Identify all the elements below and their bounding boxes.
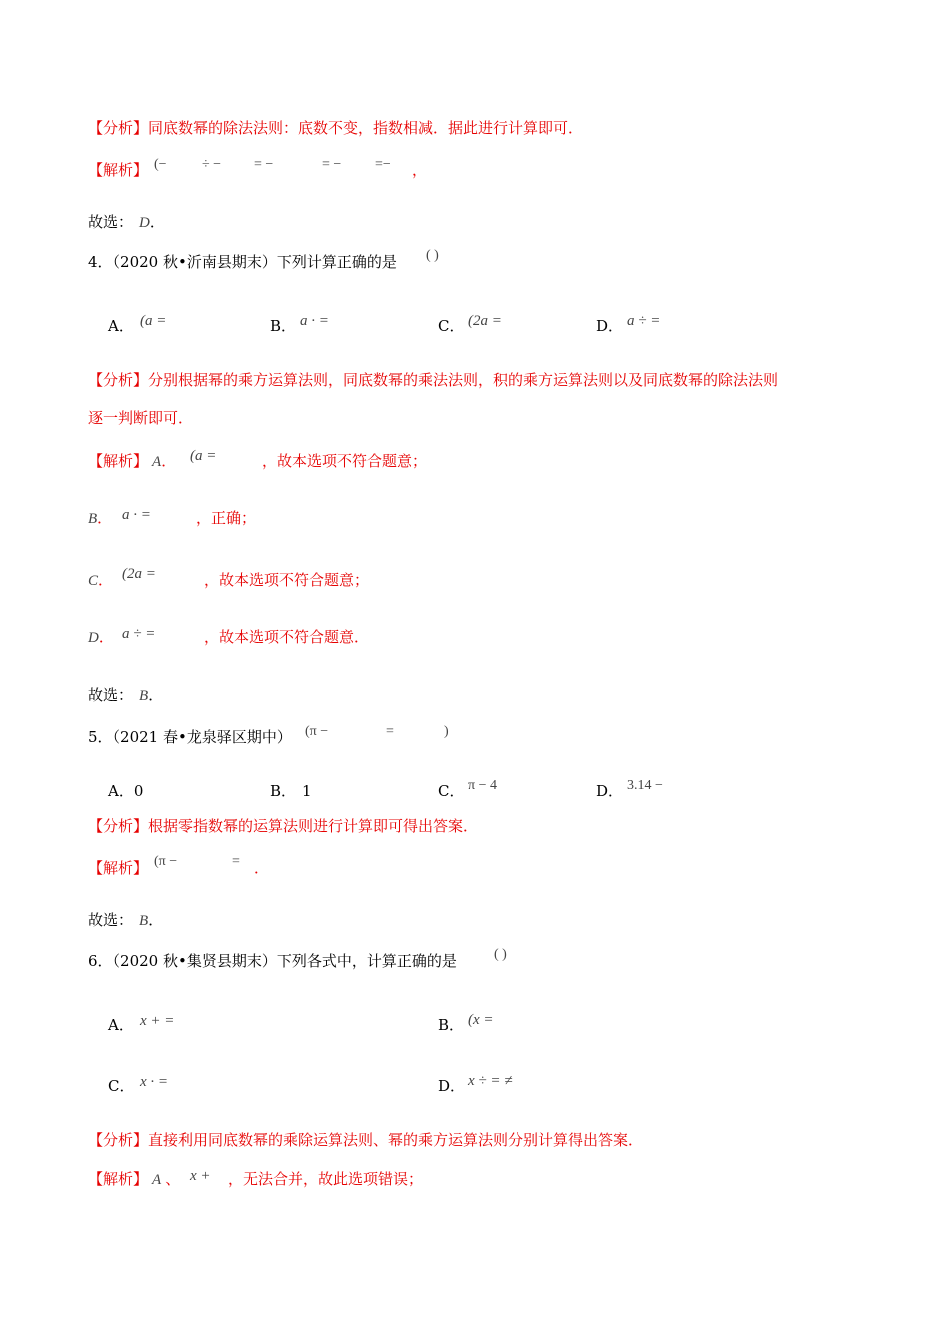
q3-solution-expr-3: = −: [254, 157, 274, 172]
q3-answer: [88, 212, 165, 233]
q4-option-c[interactable]: [438, 316, 464, 336]
q3-answer-period: ．: [149, 213, 165, 231]
q5-paren-close: ): [444, 724, 449, 739]
q3-solution-expr-2: ÷ −: [202, 157, 222, 172]
q4-analysis-line2: 逐一判断即可．: [88, 409, 194, 427]
q3-solution: [88, 160, 148, 180]
q6-stem: [88, 951, 457, 971]
q6-sol-a-text: ，无法合并，故此选项错误；: [228, 1170, 424, 1188]
q4-sol-a-dot: ．: [161, 452, 177, 470]
q5-solution: [88, 858, 148, 878]
q4-sol-a-expr: (a =: [190, 448, 217, 464]
q4-sol-c-letter: C: [88, 573, 99, 589]
q4-paren: ( ): [426, 248, 439, 263]
q4-option-a-label: A．: [108, 317, 134, 335]
q6-paren: ( ): [494, 947, 507, 962]
q5-option-a-label: A．: [108, 782, 134, 800]
q5-option-b-label: B．: [270, 782, 297, 800]
q4-option-b-expr: a · =: [300, 313, 329, 329]
q4-option-d[interactable]: [596, 316, 623, 336]
q6-option-b-expr: (x =: [468, 1012, 494, 1028]
q4-option-c-label: C．: [438, 317, 465, 335]
q5-option-c[interactable]: [438, 781, 464, 801]
q6-sol-a-letter: A: [152, 1172, 162, 1188]
q4-answer-label: 故选：: [88, 686, 134, 704]
q4-analysis-tag: 【分析】: [88, 371, 149, 389]
q5-option-b[interactable]: [270, 781, 312, 801]
q5-solution-tag: 【解析】: [88, 859, 149, 877]
q5-solution-period: ．: [254, 859, 270, 877]
q6-solution: [88, 1169, 180, 1190]
q6-stem-text: 下列各式中，计算正确的是: [276, 952, 457, 970]
q3-analysis: [88, 118, 583, 138]
q4-sol-b-text: ，正确；: [196, 509, 257, 527]
q3-analysis-text: 同底数幂的除法法则：底数不变，指数相减．据此进行计算即可．: [148, 119, 584, 137]
q5-option-c-label: C．: [438, 782, 465, 800]
q4-solution-c: [88, 570, 113, 591]
q4-solution-b: [88, 508, 112, 529]
q5-analysis-tag: 【分析】: [88, 817, 149, 835]
q4-stem: [88, 252, 397, 272]
q5-option-d-value: 3.14 −: [627, 778, 663, 793]
q4-answer: [88, 685, 163, 706]
q4-sol-d-dot: ．: [98, 628, 114, 646]
q4-sol-a-letter: A: [152, 454, 162, 470]
q4-sol-c-expr: (2a =: [122, 566, 156, 582]
q4-option-a[interactable]: [108, 316, 134, 336]
q6-analysis-text: 直接利用同底数幂的乘除运算法则、幂的乘方运算法则分别计算得出答案．: [148, 1131, 644, 1149]
q6-option-c-label: C．: [108, 1077, 135, 1095]
q4-option-b[interactable]: [270, 316, 296, 336]
q5-analysis-text: 根据零指数幂的运算法则进行计算即可得出答案．: [148, 817, 479, 835]
q6-option-b-label: B．: [438, 1016, 465, 1034]
q4-sol-a-text: ，故本选项不符合题意；: [262, 452, 428, 470]
q6-option-a[interactable]: [108, 1015, 134, 1035]
q5-answer-period: ．: [148, 911, 164, 929]
q4-sol-d-letter: D: [88, 630, 99, 646]
q5-number: 5．: [88, 728, 113, 746]
q3-solution-expr-1: (−: [154, 157, 167, 172]
q6-source: （2020 秋•集贤县期末）: [112, 952, 277, 970]
q4-source: （2020 秋•沂南县期末）: [112, 253, 277, 271]
q4-sol-c-dot: ．: [98, 571, 114, 589]
q6-sol-a-expr: x +: [190, 1168, 211, 1184]
q5-option-d[interactable]: [596, 781, 623, 801]
q6-option-d-label: D．: [438, 1077, 466, 1095]
q6-analysis: [88, 1130, 643, 1150]
q5-answer-label: 故选：: [88, 911, 134, 929]
q4-answer-letter: B: [139, 688, 149, 704]
q4-option-a-expr: (a =: [140, 313, 167, 329]
q6-option-a-label: A．: [108, 1016, 134, 1034]
q5-option-b-value: 1: [302, 782, 312, 800]
q3-solution-tag: 【解析】: [88, 161, 149, 179]
q4-sol-b-expr: a · =: [122, 507, 151, 523]
q4-solution-tag: 【解析】: [88, 452, 149, 470]
q6-solution-tag: 【解析】: [88, 1170, 149, 1188]
q6-option-d-expr: x ÷ = ≠: [468, 1073, 513, 1089]
q5-expr: (π −: [305, 724, 329, 739]
q5-answer-letter: B: [139, 913, 149, 929]
q4-analysis-text-1: 分别根据幂的乘方运算法则，同底数幂的乘法法则，积的乘方运算法则以及同底数幂的除法法则: [148, 371, 779, 389]
q4-sol-b-letter: B: [88, 511, 98, 527]
q4-solution-a: [88, 451, 176, 472]
q5-option-d-label: D．: [596, 782, 624, 800]
q6-option-d[interactable]: [438, 1076, 465, 1096]
q4-sol-d-text: ，故本选项不符合题意．: [204, 628, 370, 646]
q6-analysis-tag: 【分析】: [88, 1131, 149, 1149]
q6-option-a-expr: x + =: [140, 1013, 175, 1029]
q6-option-c-expr: x · =: [140, 1074, 169, 1090]
q4-sol-c-text: ，故本选项不符合题意；: [204, 571, 370, 589]
q4-stem-text: 下列计算正确的是: [276, 253, 397, 271]
q6-option-b[interactable]: [438, 1015, 464, 1035]
q3-solution-expr-4: = −: [322, 157, 342, 172]
q5-option-c-value: π − 4: [468, 778, 497, 793]
q4-sol-b-dot: ．: [97, 509, 113, 527]
q4-option-b-label: B．: [270, 317, 297, 335]
q4-option-c-expr: (2a =: [468, 313, 502, 329]
q5-solution-expr: (π −: [154, 854, 178, 869]
q3-analysis-tag: 【分析】: [88, 119, 149, 137]
q5-answer: [88, 910, 163, 931]
q4-number: 4．: [88, 253, 113, 271]
q4-answer-period: ．: [148, 686, 164, 704]
q4-sol-d-expr: a ÷ =: [122, 626, 156, 642]
q6-sol-a-sep: 、: [165, 1170, 181, 1188]
q4-option-d-label: D．: [596, 317, 624, 335]
q5-source: （2021 春•龙泉驿区期中）: [112, 728, 292, 746]
q5-stem: [88, 727, 292, 747]
q5-option-a-value: 0: [133, 782, 144, 800]
q6-option-c[interactable]: [108, 1076, 134, 1096]
q3-solution-comma: ，: [412, 161, 428, 179]
q3-answer-letter: D: [139, 215, 150, 231]
q5-solution-eq: =: [232, 854, 240, 869]
q3-answer-label: 故选：: [88, 213, 134, 231]
q4-solution-d: [88, 627, 114, 648]
q4-analysis-line1: [88, 370, 778, 390]
q4-option-d-expr: a ÷ =: [627, 313, 661, 329]
q3-solution-expr-5: =−: [375, 157, 391, 172]
q5-option-a[interactable]: [108, 781, 143, 801]
q6-number: 6．: [88, 952, 113, 970]
q5-eq: =: [386, 724, 394, 739]
q5-analysis: [88, 816, 478, 836]
